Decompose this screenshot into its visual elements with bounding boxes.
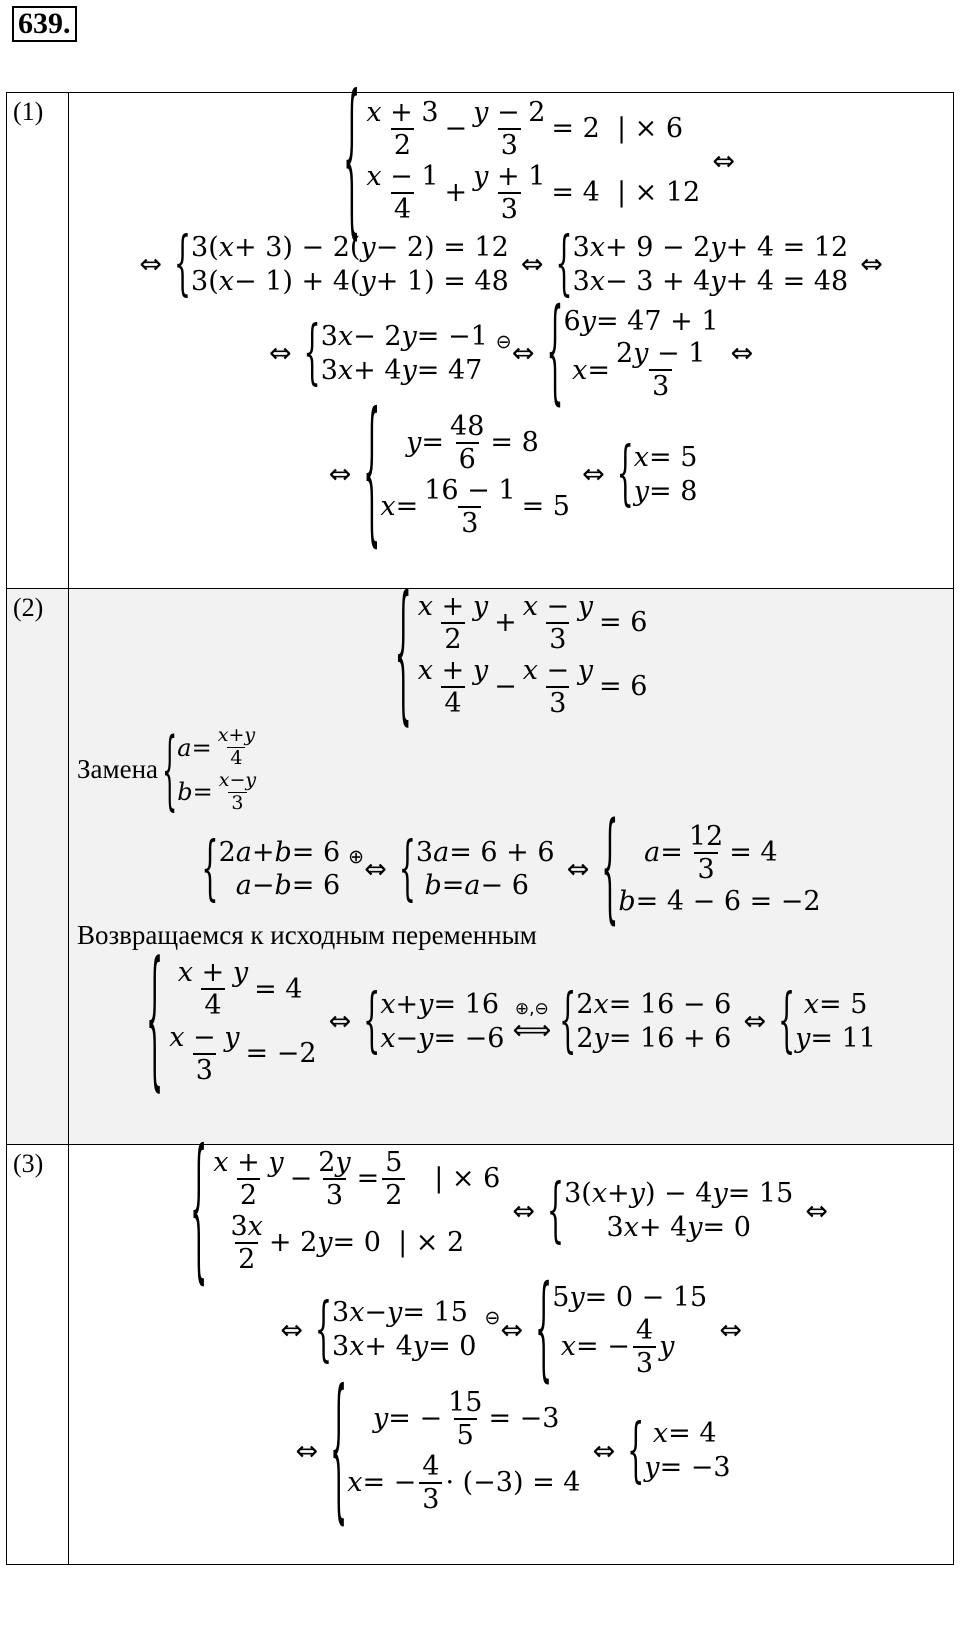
- equiv-symbol: ⇔: [566, 853, 590, 885]
- equiv-symbol: ⇔: [805, 1195, 828, 1227]
- equation-system: { 3 x + 9 − 2 y + 4 = 12 3 x − 3 + 4 y + 4 = 48: [555, 224, 849, 306]
- equation-system: { $\frac{x + y}{2}$ + $\frac{x - y}{3}$ = 6 $\frac{x + y}{4}$ − $\frac{x - y}{3}$ = 6: [394, 568, 648, 742]
- part-2-row: [7, 589, 954, 1145]
- equation-system: { $\frac{x + y}{4}$ = 4 $\frac{x - y}{3}$ = −2: [146, 934, 317, 1109]
- equation-system: { y = − $\frac{15}{5}$ = −3 x = − $\frac{4}{3}$ · (−3) = 4: [330, 1361, 581, 1542]
- part-1-row: [7, 93, 954, 589]
- equiv-symbol: ⇔: [295, 1435, 319, 1467]
- subtract-mark: ⊖: [495, 330, 512, 353]
- part-2-content: [69, 568, 954, 1145]
- equiv-symbol: ⇔: [500, 1314, 524, 1346]
- equation-system: { a = $\frac{12}{3}$ = 4 b = 4 − 6 = −2: [601, 801, 821, 938]
- equation-system: { 3 x − y = 15 3 x + 4 y = 0: [314, 1289, 477, 1371]
- answer-system: { x = 4 y = −3: [627, 1410, 731, 1492]
- return-text-line: [77, 920, 953, 951]
- transform-arrow: ⊕,⊖ ⟺: [512, 999, 552, 1047]
- answer-system: { x = 5 y = 11: [777, 981, 876, 1062]
- equation-system: { 6 y = 47 + 1 x = $\frac{2y - 1}{3}$: [546, 288, 719, 419]
- equiv-symbol: ⇔: [512, 1195, 535, 1227]
- equation-line: [129, 64, 953, 258]
- equation-system: { 3 a = 6 + 6 b = a − 6: [398, 829, 555, 910]
- add-mark: ⊕: [348, 846, 365, 869]
- part-3-row: [7, 1145, 954, 1565]
- return-text: Возвращаемся к исходным переменным: [77, 920, 537, 951]
- equiv-symbol: ⇔: [280, 1314, 303, 1346]
- equation-line: [69, 1121, 953, 1301]
- equation-line: [69, 224, 953, 306]
- problem-number: 639.: [12, 6, 77, 42]
- equation-line: [69, 1361, 953, 1542]
- equiv-symbol: ⇔: [328, 1006, 352, 1037]
- equiv-symbol: ⇔: [581, 459, 605, 491]
- equiv-symbol: ⇔: [743, 1006, 766, 1037]
- part-label: (1): [7, 93, 69, 589]
- equation-system: { 3( x + 3) − 2( y − 2) = 12 3( x − 1) + 4( y + 1) = 48: [173, 224, 509, 306]
- equation-system: { x + y = 16 x − y = −6: [363, 981, 505, 1062]
- equiv-symbol: ⇔: [139, 249, 162, 281]
- answer-system: { x = 5 y = 8: [616, 434, 698, 515]
- equation-system: { 3( x + y ) − 4 y = 15 3 x + 4 y = 0: [546, 1170, 794, 1252]
- equiv-symbol: ⇔: [268, 338, 292, 370]
- part-1-content: [69, 64, 954, 589]
- substitution-label: Замена: [77, 754, 159, 785]
- equation-system: { 5 y = 0 − 15 x = − $\frac{4}{3}$ y: [535, 1265, 708, 1396]
- equiv-symbol: ⇔: [730, 338, 754, 370]
- substitution-line: [77, 719, 953, 821]
- part-label: (3): [7, 1145, 69, 1565]
- equiv-symbol: ⇔: [520, 249, 544, 281]
- equation-system: { $\frac{x + y}{2}$ − $\frac{2y}{3}$ = $\frac{5}{2}$ | × 6 $\frac{3x}{2}$ + 2 y = 0 | × 2: [190, 1121, 501, 1301]
- equiv-symbol: ⇔: [860, 249, 883, 281]
- equiv-symbol: ⇔: [712, 145, 735, 177]
- equiv-symbol: ⇔: [511, 338, 535, 370]
- equiv-symbol: ⇔: [719, 1314, 742, 1346]
- equation-line: [69, 384, 953, 565]
- equiv-symbol: ⇔: [364, 853, 387, 885]
- equation-system: { 3 x − 2 y = −1 3 x + 4 y = 47: [303, 313, 488, 394]
- equation-system: { $\frac{x + 3}{2}$ − $\frac{y - 2}{3}$ = 2 | × 6 $\frac{x - 1}{4}$ + $\frac{y + 1}{3}$ = 4 | × 12: [343, 64, 701, 258]
- substitution-system: { a = $\frac{x+y}{4}$ b = $\frac{x-y}{3}$: [162, 719, 257, 821]
- part-label: (2): [7, 589, 69, 1145]
- equation-line: [69, 288, 953, 419]
- equation-system: { y = $\frac{48}{6}$ = 8 x = $\frac{16 - 1}{3}$ = 5: [363, 384, 570, 565]
- subtract-mark: ⊖: [484, 1307, 501, 1330]
- equation-system: { 2 x = 16 − 6 2 y = 16 + 6: [559, 981, 732, 1062]
- equation-line: [89, 568, 953, 742]
- part-3-content: [69, 1121, 954, 1565]
- equiv-symbol: ⇔: [592, 1435, 616, 1467]
- solution-table: [6, 64, 954, 1565]
- equation-system: { 2 a + b = 6 a − b = 6: [201, 829, 341, 910]
- equiv-symbol: ⇔: [328, 459, 352, 491]
